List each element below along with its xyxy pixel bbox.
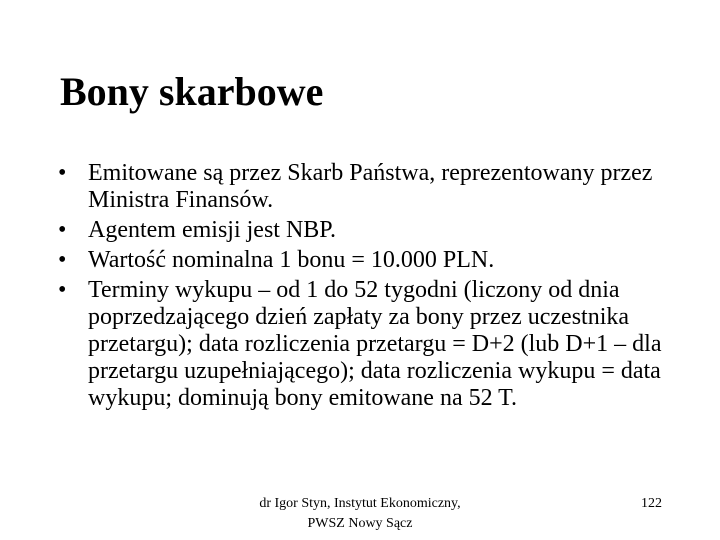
bullet-icon: • — [58, 217, 67, 243]
bullet-icon: • — [58, 247, 67, 273]
footer-line-2: PWSZ Nowy Sącz — [307, 516, 413, 531]
page-number: 122 — [641, 496, 662, 511]
bullet-item-4 — [58, 277, 668, 412]
bullet-text: Terminy wykupu – od 1 do 52 tygodni (liczony od dnia poprzedzającego dzień zapłaty za bony przez uczestnika przetargu); data rozliczenia przetargu = D+2 (lub D+1 – dla przetargu uzupełniającego); data rozliczenia wykupu = data wykupu; dominują bony emitowane na 52 T. — [88, 277, 662, 411]
bullet-item-2 — [58, 217, 668, 244]
bullet-text: Wartość nominalna 1 bonu = 10.000 PLN. — [88, 247, 495, 273]
slide-title: Bony skarbowe — [60, 69, 324, 114]
bullet-text: Agentem emisji jest NBP. — [88, 217, 336, 243]
bullet-item-1 — [58, 160, 668, 214]
bullet-list — [58, 160, 668, 415]
bullet-text: Emitowane są przez Skarb Państwa, reprezentowany przez Ministra Finansów. — [88, 160, 653, 213]
footer-line-1: dr Igor Styn, Instytut Ekonomiczny, — [259, 496, 461, 511]
footer-author — [240, 494, 480, 534]
bullet-icon: • — [58, 160, 67, 186]
bullet-icon: • — [58, 277, 67, 303]
bullet-item-3 — [58, 247, 668, 274]
